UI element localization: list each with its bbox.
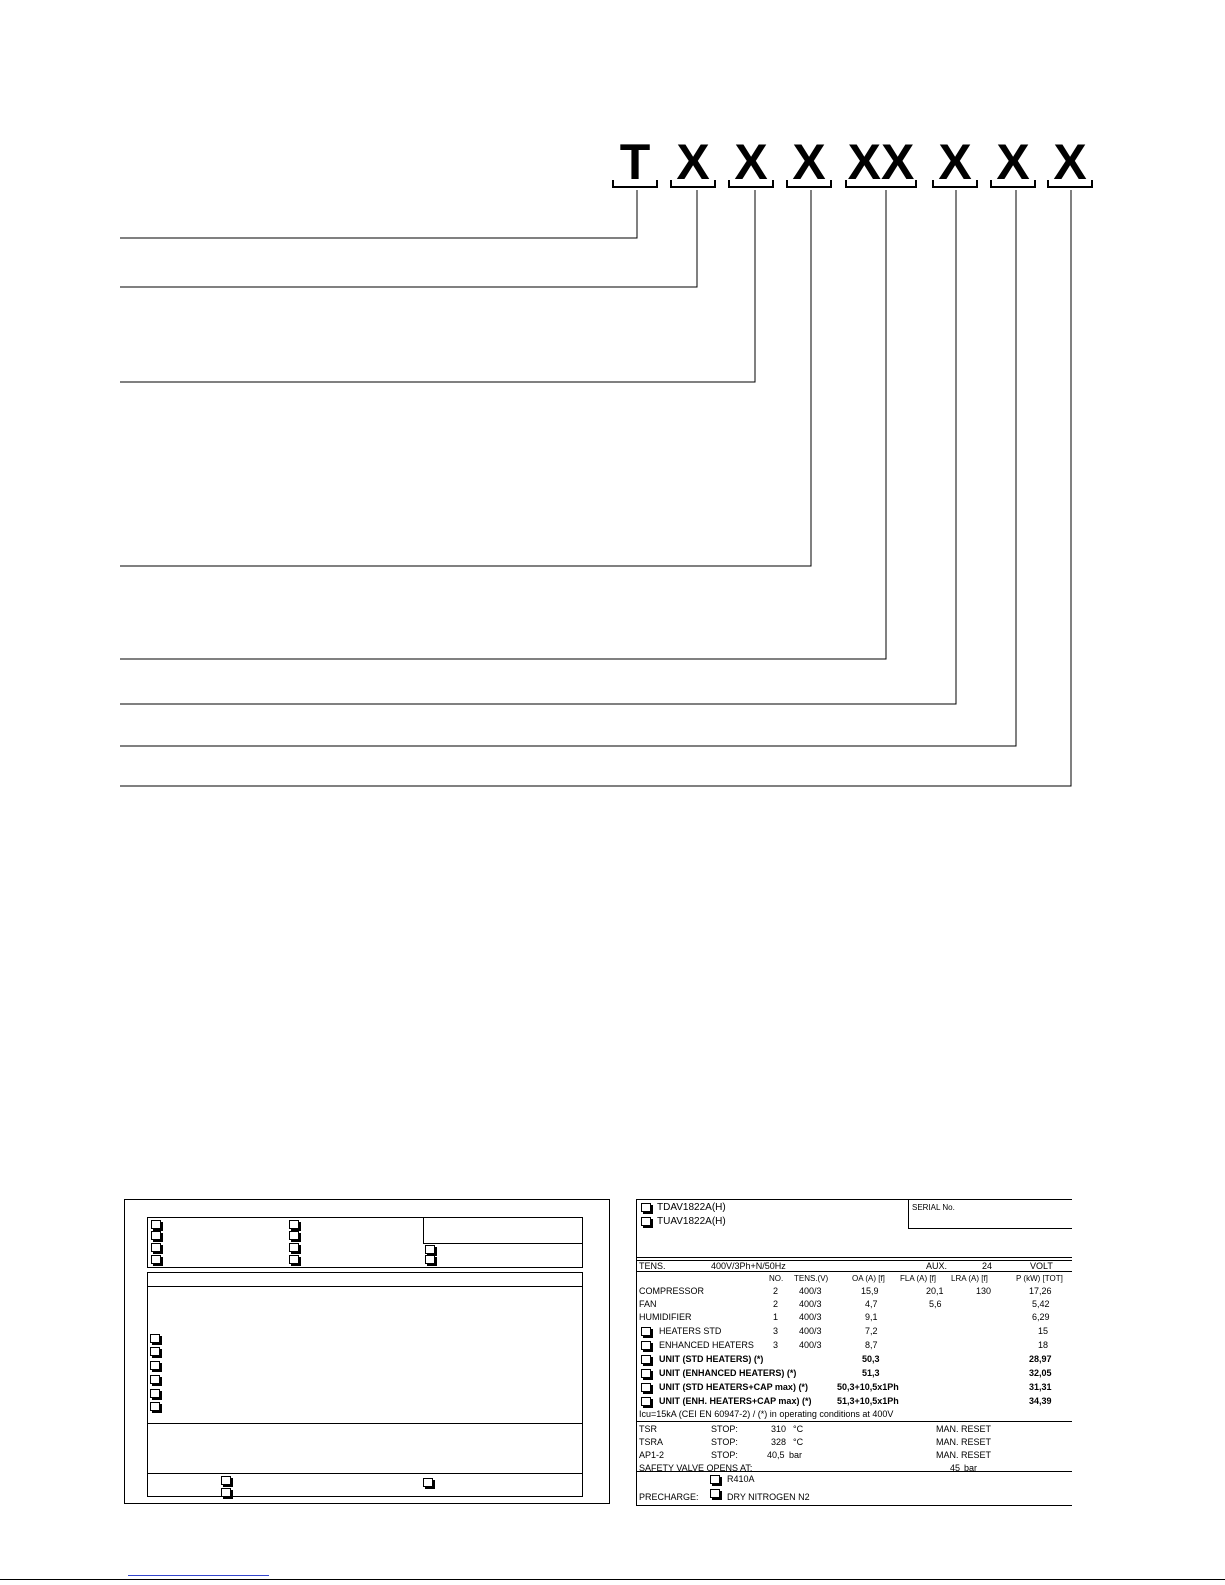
tens-value: 400V/3Ph+N/50Hz (711, 1261, 786, 1271)
model-option: TUAV1822A(H) (657, 1216, 726, 1227)
row-no: 1 (773, 1312, 779, 1322)
precharge-checkbox[interactable] (710, 1475, 720, 1484)
aux-value: 24 (982, 1261, 993, 1271)
checkbox[interactable] (425, 1245, 435, 1254)
safety-label: AP1-2 (639, 1450, 665, 1460)
code-letter-x2: X (734, 134, 768, 190)
leader-line (120, 190, 811, 566)
safety-value: 40,5 (767, 1450, 785, 1460)
safety-unit: °C (793, 1424, 804, 1434)
unit-checkbox[interactable] (641, 1355, 651, 1364)
enhanced-heaters-checkbox[interactable] (641, 1341, 651, 1350)
code-letter-t: T (619, 134, 651, 190)
row-tens: 400/3 (799, 1326, 822, 1336)
divider (147, 1286, 583, 1287)
code-letter-x3: X (792, 134, 826, 190)
footer-link-underline (128, 1575, 269, 1576)
checkbox[interactable] (150, 1361, 160, 1370)
precharge-option: DRY NITROGEN N2 (727, 1492, 810, 1502)
safety-reset: MAN. RESET (936, 1450, 992, 1460)
safety-stop: STOP: (711, 1450, 738, 1460)
divider (636, 1505, 1072, 1506)
unit-oa: 51,3 (862, 1368, 880, 1378)
safety-value: 310 (771, 1424, 787, 1434)
blank-body-box (147, 1272, 583, 1497)
checkbox[interactable] (425, 1255, 435, 1264)
precharge-checkbox[interactable] (710, 1489, 720, 1498)
unit-label: UNIT (ENH. HEATERS+CAP max) (*) (659, 1396, 812, 1406)
row-p: 18 (1038, 1340, 1049, 1350)
leader-line (120, 190, 637, 238)
model-checkbox[interactable] (641, 1217, 651, 1226)
checkbox[interactable] (423, 1478, 433, 1487)
valve-unit: bar (964, 1463, 978, 1473)
row-no: 2 (773, 1286, 779, 1296)
checkbox[interactable] (150, 1375, 160, 1384)
unit-p: 28,97 (1029, 1354, 1052, 1364)
icu-note: Icu=15kA (CEI EN 60947-2) / (*) in operating conditions at 400V (639, 1409, 894, 1419)
row-label: FAN (639, 1299, 657, 1309)
divider (636, 1199, 1072, 1200)
unit-checkbox[interactable] (641, 1369, 651, 1378)
unit-label: UNIT (STD HEATERS+CAP max) (*) (659, 1382, 808, 1392)
unit-label: UNIT (ENHANCED HEATERS) (*) (659, 1368, 797, 1378)
row-lra: 130 (976, 1286, 992, 1296)
unit-oa: 50,3+10,5x1Ph (837, 1382, 899, 1392)
code-letter-x5: X (938, 134, 972, 190)
unit-checkbox[interactable] (641, 1383, 651, 1392)
divider (908, 1228, 1072, 1229)
unit-label: UNIT (STD HEATERS) (*) (659, 1354, 764, 1364)
row-oa: 4,7 (865, 1299, 878, 1309)
valve-label: SAFETY VALVE OPENS AT: (639, 1463, 753, 1473)
row-label: ENHANCED HEATERS (659, 1340, 754, 1350)
col-p: P (kW) [TOT] (1016, 1274, 1063, 1283)
safety-label: TSR (639, 1424, 657, 1434)
model-checkbox[interactable] (641, 1203, 651, 1212)
nameplate (636, 1199, 1072, 1505)
safety-label: TSRA (639, 1437, 664, 1447)
checkbox[interactable] (289, 1243, 299, 1252)
col-oa: OA (A) [f] (852, 1274, 885, 1283)
col-lra: LRA (A) [f] (951, 1274, 988, 1283)
code-letter-x1: X (676, 134, 710, 190)
col-fla: FLA (A) [f] (900, 1274, 937, 1283)
divider (423, 1243, 583, 1244)
leader-line (120, 190, 755, 382)
precharge-label: PRECHARGE: (639, 1492, 699, 1502)
row-tens: 400/3 (799, 1299, 822, 1309)
divider (636, 1271, 1072, 1272)
divider (908, 1199, 909, 1228)
leader-line (120, 190, 886, 659)
safety-reset: MAN. RESET (936, 1437, 992, 1447)
row-p: 15 (1038, 1326, 1049, 1336)
divider (147, 1473, 583, 1474)
safety-unit: °C (793, 1437, 804, 1447)
unit-checkbox[interactable] (641, 1397, 651, 1406)
checkbox[interactable] (150, 1389, 160, 1398)
unit-oa: 51,3+10,5x1Ph (837, 1396, 899, 1406)
divider (636, 1260, 1072, 1261)
model-option: TDAV1822A(H) (657, 1202, 726, 1213)
row-oa: 15,9 (861, 1286, 879, 1296)
col-tens: TENS.(V) (794, 1274, 829, 1283)
row-p: 6,29 (1032, 1312, 1050, 1322)
blank-label-panel (124, 1199, 610, 1504)
unit-oa: 50,3 (862, 1354, 880, 1364)
safety-reset: MAN. RESET (936, 1424, 992, 1434)
checkbox[interactable] (150, 1347, 160, 1356)
row-oa: 9,1 (865, 1312, 878, 1322)
precharge-option: R410A (727, 1474, 755, 1484)
safety-stop: STOP: (711, 1424, 738, 1434)
valve-value: 45 (950, 1463, 961, 1473)
row-tens: 400/3 (799, 1286, 822, 1296)
row-tens: 400/3 (799, 1340, 822, 1350)
unit-p: 34,39 (1029, 1396, 1052, 1406)
checkbox[interactable] (151, 1231, 161, 1240)
checkbox[interactable] (150, 1402, 160, 1411)
row-fla: 5,6 (929, 1299, 942, 1309)
code-letter-x6: X (996, 134, 1030, 190)
checkbox[interactable] (289, 1231, 299, 1240)
row-no: 3 (773, 1340, 779, 1350)
row-label: HUMIDIFIER (639, 1312, 692, 1322)
unit-p: 32,05 (1029, 1368, 1052, 1378)
divider (147, 1423, 583, 1424)
code-letter-x7: X (1053, 134, 1087, 190)
row-oa: 7,2 (865, 1326, 878, 1336)
leader-line (120, 190, 1016, 746)
row-p: 5,42 (1032, 1299, 1050, 1309)
checkbox[interactable] (289, 1255, 299, 1264)
divider (636, 1199, 637, 1505)
row-tens: 400/3 (799, 1312, 822, 1322)
row-p: 17,26 (1029, 1286, 1052, 1296)
checkbox[interactable] (221, 1476, 231, 1485)
aux-label: AUX. (926, 1261, 948, 1271)
row-oa: 8,7 (865, 1340, 878, 1350)
code-letter-xx: XX (847, 134, 915, 190)
row-no: 3 (773, 1326, 779, 1336)
leader-line (120, 190, 956, 704)
safety-unit: bar (789, 1450, 803, 1460)
heaters-std-checkbox[interactable] (641, 1327, 651, 1336)
volt-label: VOLT (1030, 1261, 1053, 1271)
safety-stop: STOP: (711, 1437, 738, 1447)
row-label: HEATERS STD (659, 1326, 722, 1336)
row-label: COMPRESSOR (639, 1286, 705, 1296)
checkbox[interactable] (150, 1334, 160, 1343)
serial-label: SERIAL No. (912, 1203, 955, 1212)
checkbox[interactable] (289, 1220, 299, 1229)
safety-value: 328 (771, 1437, 787, 1447)
col-no: NO. (769, 1274, 784, 1283)
checkbox[interactable] (151, 1243, 161, 1252)
leader-line (120, 190, 1071, 786)
divider (636, 1257, 1072, 1258)
row-fla: 20,1 (926, 1286, 944, 1296)
row-no: 2 (773, 1299, 779, 1309)
checkbox[interactable] (221, 1488, 231, 1497)
divider (636, 1421, 1072, 1422)
tens-label: TENS. (639, 1261, 666, 1271)
checkbox[interactable] (151, 1255, 161, 1264)
divider (423, 1217, 424, 1243)
unit-p: 31,31 (1029, 1382, 1052, 1392)
footer-rule (0, 1579, 1225, 1580)
checkbox[interactable] (151, 1220, 161, 1229)
